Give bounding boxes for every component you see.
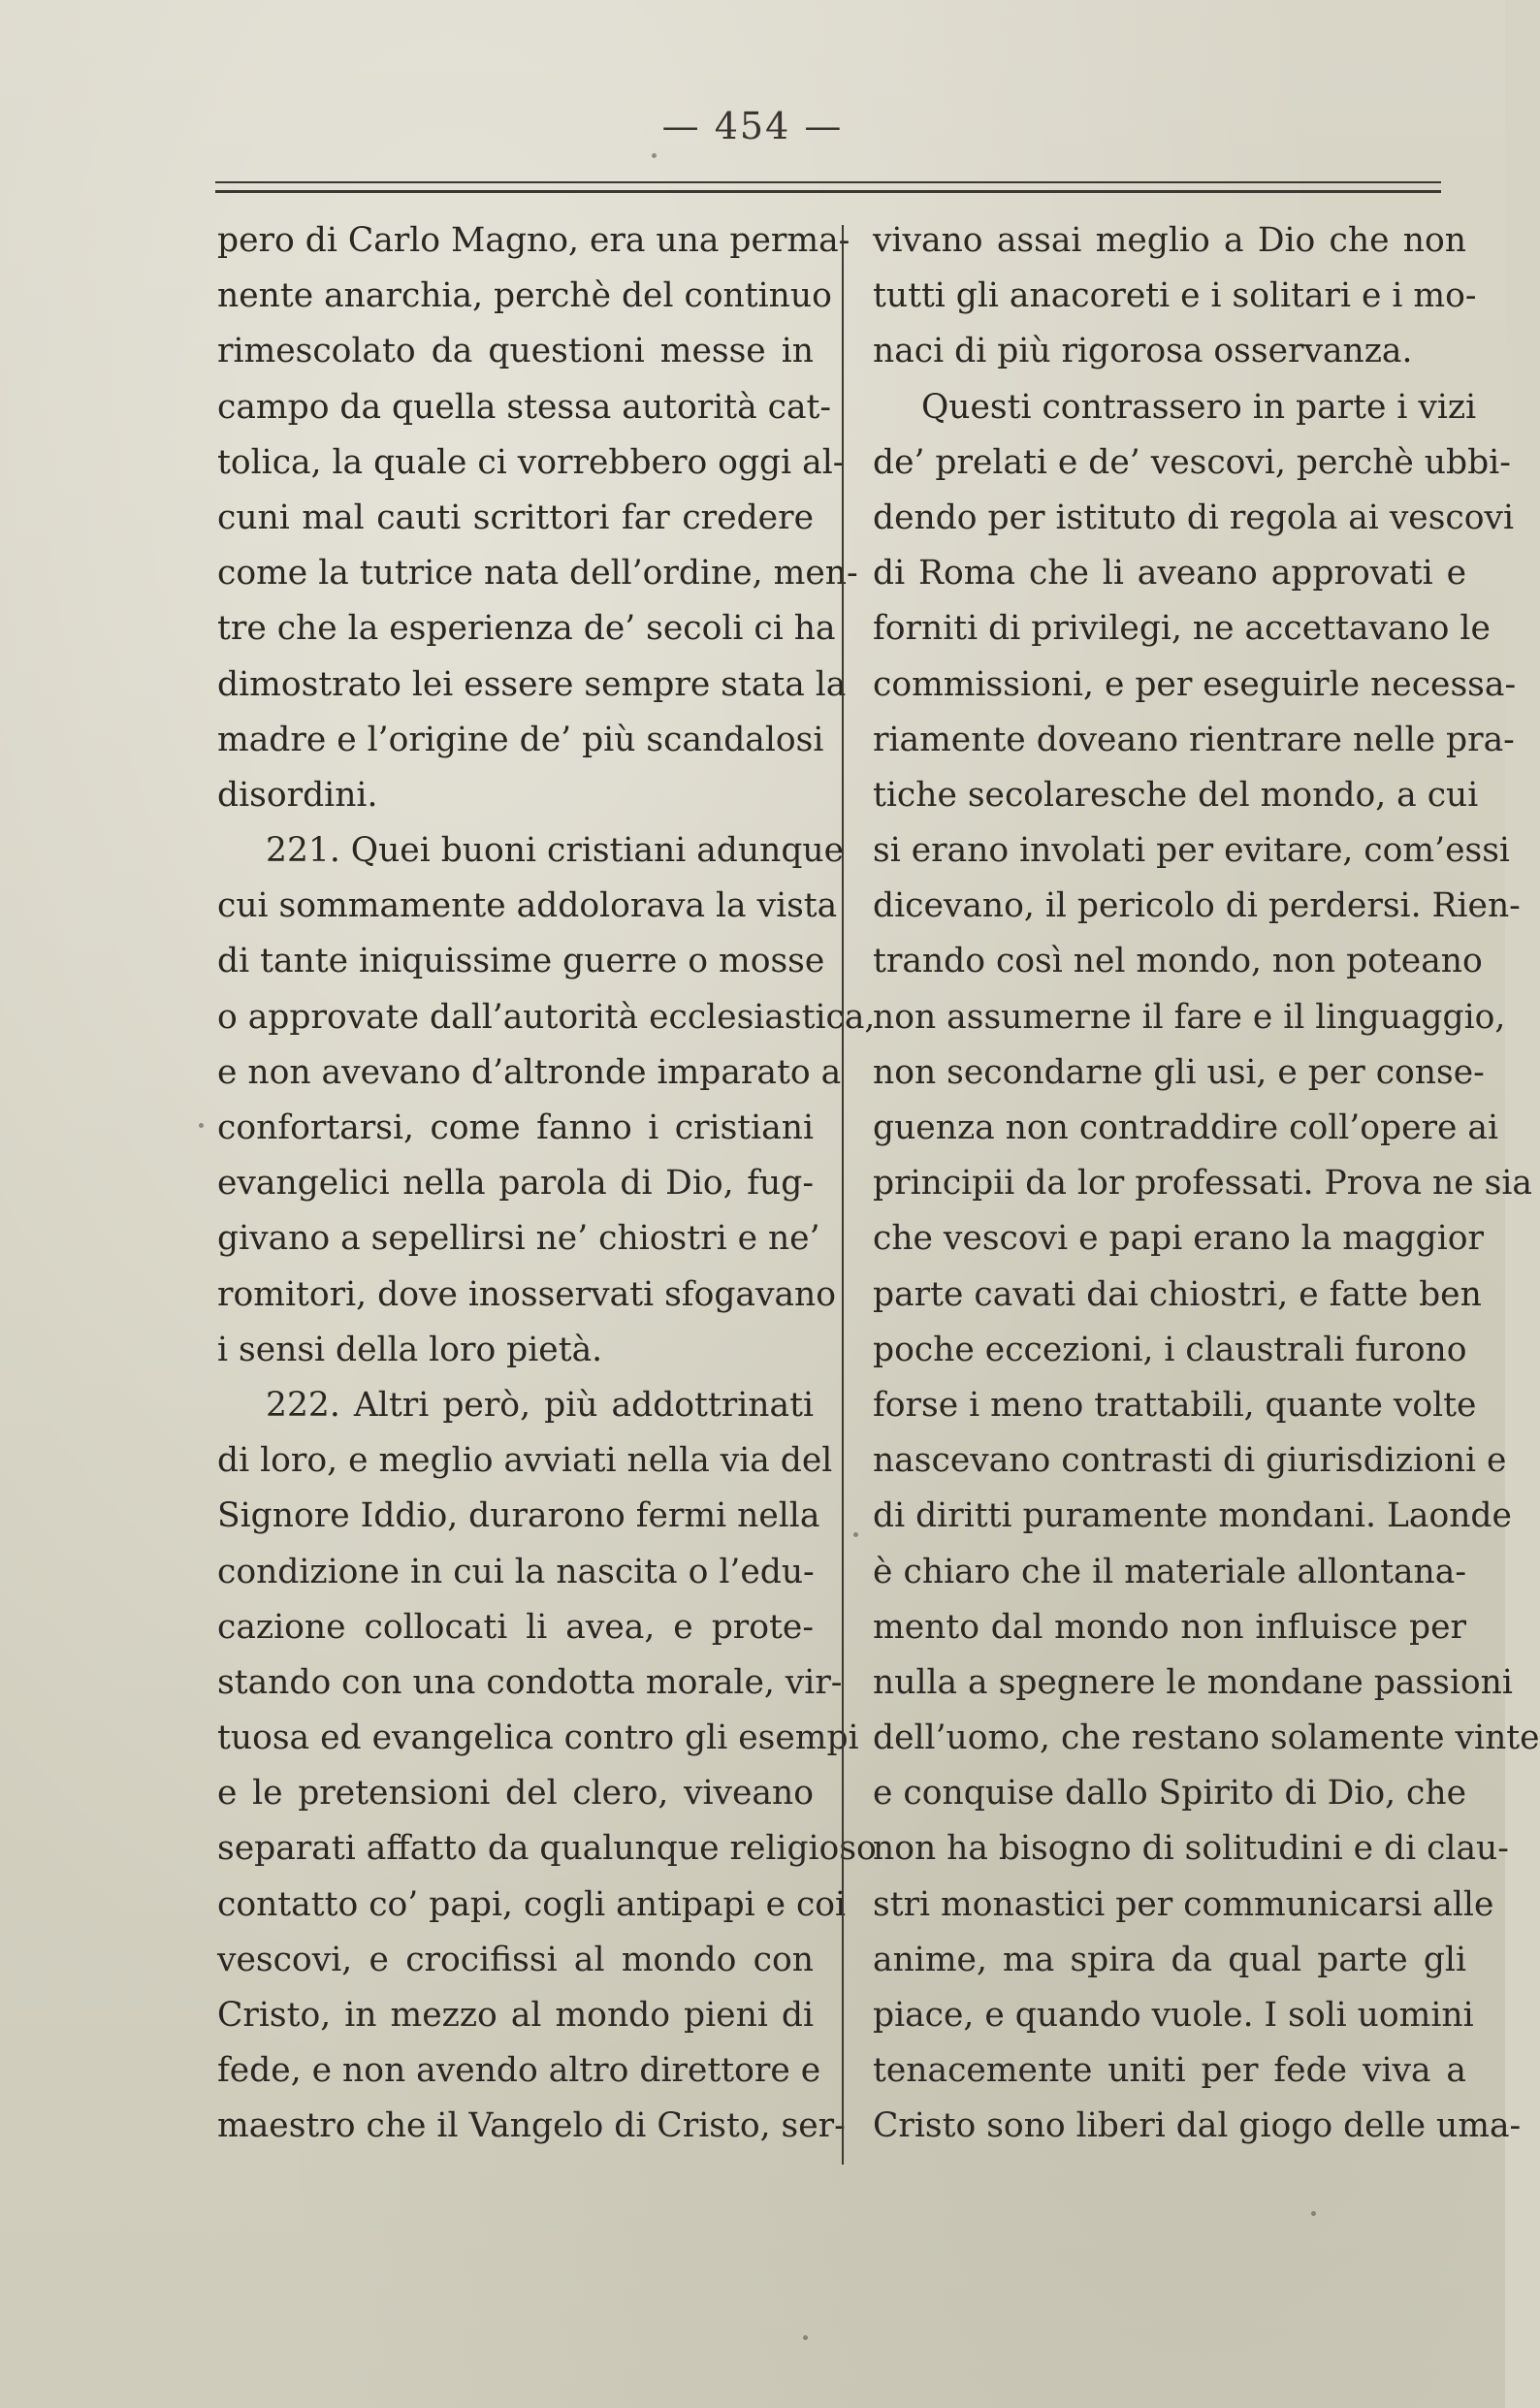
text-line: romitori, dove inosservati sfogavano [217, 1274, 837, 1314]
text-line: Cristo sono liberi dal giogo delle uma- [873, 2106, 1522, 2146]
text-line: di loro, e meglio avviati nella via del [217, 1441, 833, 1481]
print-speck [1311, 2211, 1316, 2216]
text-line: maestro che il Vangelo di Cristo, ser- [217, 2106, 846, 2146]
text-line: non secondarne gli usi, e per conse- [873, 1052, 1485, 1092]
text-line: Signore Iddio, durarono fermi nella [217, 1496, 820, 1536]
text-line: 221. Quei buoni cristiani adunque [266, 831, 845, 871]
text-line: disordini. [217, 775, 378, 815]
print-speck [853, 1532, 858, 1537]
text-line: forse i meno trattabili, quante volte [873, 1385, 1477, 1425]
text-line: condizione in cui la nascita o l’edu- [217, 1552, 815, 1591]
text-line: piace, e quando vuole. I soli uomini [873, 1996, 1474, 2035]
text-line: nulla a spegnere le mondane passioni [873, 1662, 1513, 1702]
text-line: e le pretensioni del clero, viveano [217, 1774, 814, 1814]
text-line: poche eccezioni, i claustrali furono [873, 1330, 1467, 1369]
text-line: e non avevano d’altronde imparato a [217, 1052, 842, 1092]
text-line: tuosa ed evangelica contro gli esempi [217, 1718, 859, 1758]
right-column [873, 213, 1540, 2155]
text-line: de’ prelati e de’ vescovi, perchè ubbi- [873, 442, 1511, 482]
text-line: madre e l’origine de’ più scandalosi [217, 720, 824, 759]
text-line: pero di Carlo Magno, era una perma- [217, 221, 850, 260]
text-line: Questi contrassero in parte i vizi [921, 387, 1477, 427]
text-line: i sensi della loro pietà. [217, 1330, 603, 1369]
text-line: stando con una condotta morale, vir- [217, 1662, 843, 1702]
print-speck [199, 1123, 204, 1128]
text-line: givano a sepellirsi ne’ chiostri e ne’ [217, 1219, 820, 1259]
text-line: dicevano, il pericolo di perdersi. Rien- [873, 886, 1521, 926]
text-line: dell’uomo, che restano solamente vinte [873, 1718, 1540, 1758]
print-speck [652, 153, 657, 158]
text-line: contatto co’ papi, cogli antipapi e coi [217, 1884, 847, 1924]
text-line: e conquise dallo Spirito di Dio, che [873, 1774, 1466, 1814]
text-line: Cristo, in mezzo al mondo pieni di [217, 1996, 814, 2035]
text-line: si erano involati per evitare, com’essi [873, 831, 1510, 871]
text-line: o approvate dall’autorità ecclesiastica, [217, 997, 876, 1037]
text-line: riamente doveano rientrare nelle pra- [873, 720, 1515, 759]
text-line: commissioni, e per eseguirle necessa- [873, 664, 1517, 704]
text-line: di Roma che li aveano approvati e [873, 554, 1466, 594]
header-rule-thin [215, 181, 1441, 183]
text-line: anime, ma spira da qual parte gli [873, 1940, 1466, 1979]
text-line: è chiaro che il materiale allontana- [873, 1552, 1466, 1591]
text-line: nente anarchia, perchè del continuo [217, 276, 832, 316]
text-line: nascevano contrasti di giurisdizioni e [873, 1441, 1507, 1481]
text-line: vescovi, e crocifissi al mondo con [217, 1940, 814, 1979]
text-line: tolica, la quale ci vorrebbero oggi al- [217, 442, 845, 482]
text-line: guenza non contraddire coll’opere ai [873, 1108, 1499, 1147]
text-line: campo da quella stessa autorità cat- [217, 387, 832, 427]
column-divider [842, 225, 844, 2165]
text-line: fede, e non avendo altro direttore e [217, 2051, 821, 2091]
text-line: evangelici nella parola di Dio, fug- [217, 1164, 814, 1204]
text-line: tutti gli anacoreti e i solitari e i mo- [873, 276, 1477, 316]
page-number: — 454 — [661, 105, 844, 147]
text-line: rimescolato da questioni messe in [217, 332, 814, 371]
text-line: vivano assai meglio a Dio che non [873, 221, 1466, 260]
text-line: 222. Altri però, più addottrinati [266, 1385, 814, 1425]
text-line: tenacemente uniti per fede viva a [873, 2051, 1466, 2091]
text-line: cuni mal cauti scrittori far credere [217, 498, 814, 537]
text-line: non assumerne il fare e il linguaggio, [873, 997, 1506, 1037]
text-line: di diritti puramente mondani. Laonde [873, 1496, 1512, 1536]
print-speck [803, 2335, 808, 2340]
text-line: cazione collocati li avea, e prote- [217, 1607, 814, 1647]
text-line: mento dal mondo non influisce per [873, 1607, 1466, 1647]
text-line: parte cavati dai chiostri, e fatte ben [873, 1274, 1482, 1314]
text-line: stri monastici per communicarsi alle [873, 1884, 1494, 1924]
text-line: tiche secolaresche del mondo, a cui [873, 775, 1479, 815]
text-line: dimostrato lei essere sempre stata la [217, 664, 847, 704]
text-line: trando così nel mondo, non poteano [873, 942, 1483, 981]
text-line: forniti di privilegi, ne accettavano le [873, 609, 1491, 649]
header-rule-thick [215, 190, 1441, 193]
text-line: naci di più rigorosa osservanza. [873, 332, 1413, 371]
text-line: di tante iniquissime guerre o mosse [217, 942, 825, 981]
left-column [217, 213, 877, 2155]
text-line: tre che la esperienza de’ secoli ci ha [217, 609, 836, 649]
text-line: non ha bisogno di solitudini e di clau- [873, 1829, 1509, 1869]
text-line: come la tutrice nata dell’ordine, men- [217, 554, 858, 594]
text-line: che vescovi e papi erano la maggior [873, 1219, 1484, 1259]
text-line: separati affatto da qualunque religioso [217, 1829, 877, 1869]
text-line: dendo per istituto di regola ai vescovi [873, 498, 1515, 537]
text-line: principii da lor professati. Prova ne sia [873, 1164, 1532, 1204]
text-line: cui sommamente addolorava la vista [217, 886, 838, 926]
text-line: confortarsi, come fanno i cristiani [217, 1108, 814, 1147]
